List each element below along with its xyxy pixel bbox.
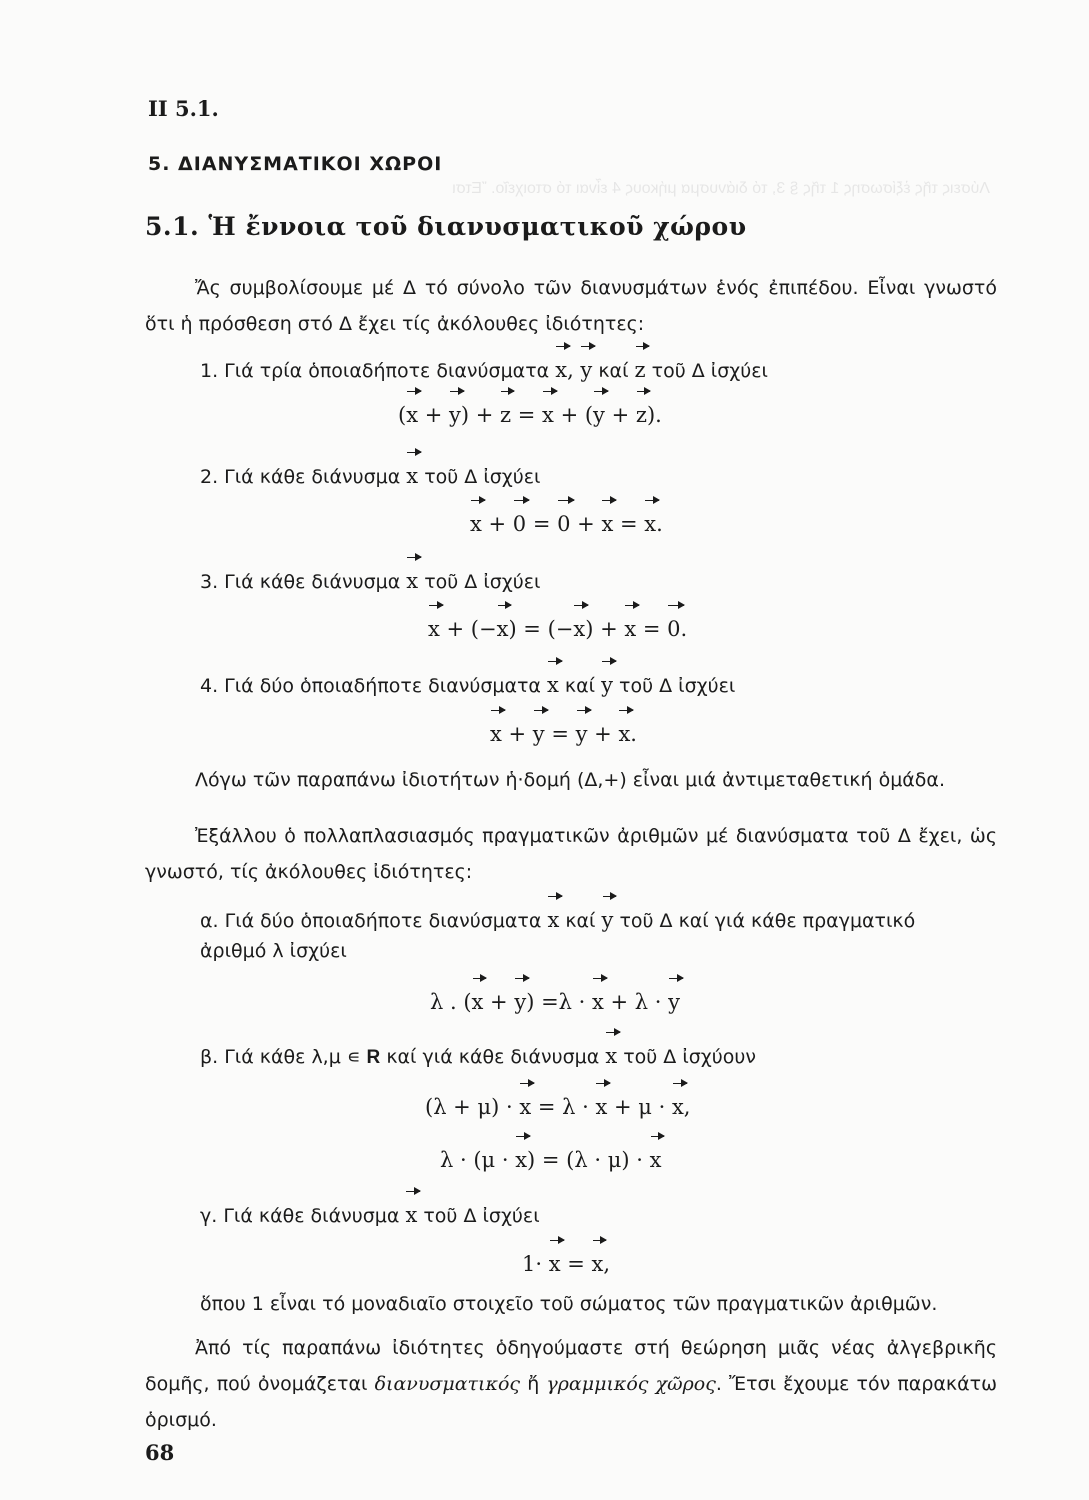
property-1-var: z — [634, 358, 646, 382]
scalar-a-line-2: ἀριθμό λ ἰσχύει — [200, 940, 347, 962]
property-4-conj: καί — [564, 675, 596, 697]
property-4-var-x: x — [547, 673, 559, 697]
property-3-label: 3. Γιά κάθε διάνυσμα — [200, 571, 401, 593]
property-2-formula: x + 0 = 0 + x = x. — [470, 512, 663, 536]
scalar-a-text-2: τοῦ Δ καί γιά κάθε πραγματικό — [619, 910, 916, 932]
property-2 — [200, 464, 540, 488]
scalar-intro — [145, 818, 997, 890]
section-title: 5.1. Ἡ ἔννοια τοῦ διανυσματικοῦ χώρου — [145, 212, 747, 241]
property-1-tail: τοῦ Δ ἰσχύει — [651, 360, 768, 382]
closing-text-1: Ἀπό τίς παραπάνω ἰδιότητες ὁδηγούμαστε στή θεώρηση μιᾶς νέας ἀλγεβρικῆς δομῆς, πού ὀνομάζεται — [145, 1337, 997, 1395]
property-4-tail: τοῦ Δ ἰσχύει — [619, 675, 736, 697]
property-1-formula: (x + y) + z = x + (y + z). — [398, 403, 662, 427]
scalar-a-var-y: y — [601, 908, 614, 932]
term-vector-space: διανυσματικός — [374, 1373, 521, 1395]
intro-paragraph — [145, 270, 997, 342]
show-through: Λύσεις τῆς ἐξίσωσης 1 τῆς § 3, τό διάνυσμα μήκους 4 εἶναι τό στοιχεῖο. Ἔτσι — [452, 180, 990, 197]
property-3-formula: x + (−x) = (−x) + x = 0. — [428, 617, 688, 641]
property-4 — [200, 673, 735, 697]
property-3-var: x — [406, 569, 419, 593]
scalar-a-text: α. Γιά δύο ὁποιαδήποτε διανύσματα — [200, 910, 542, 932]
scalar-c-text: γ. Γιά κάθε διάνυσμα — [200, 1205, 400, 1227]
unit-note: ὅπου 1 εἶναι τό μοναδιαῖο στοιχεῖο τοῦ σώματος τῶν πραγματικῶν ἀριθμῶν. — [200, 1293, 938, 1315]
group-note-text: Λόγω τῶν παραπάνω ἰδιοτήτων ἡ·δομή (Δ,+) εἶναι μιά ἀντιμεταθετική ὁμάδα. — [195, 769, 945, 791]
property-3 — [200, 569, 540, 593]
scalar-prop-a — [200, 908, 915, 932]
chapter-title: 5. ΔΙΑΝΥΣΜΑΤΙΚΟΙ ΧΩΡΟΙ — [148, 153, 443, 175]
scalar-b-var-x: x — [605, 1044, 618, 1068]
property-1: 1. Γιά τρία ὁποιαδήποτε διανύσματα x, y καί z τοῦ Δ ἰσχύει — [200, 358, 768, 382]
scalar-a-var-x: x — [547, 908, 560, 932]
property-2-label: 2. Γιά κάθε διάνυσμα — [200, 466, 401, 488]
scalar-b-formula-2: λ · (μ · x) = (λ · μ) · x — [440, 1148, 662, 1172]
closing-paragraph — [145, 1330, 997, 1438]
scalar-prop-b — [200, 1044, 756, 1069]
page-number: 68 — [145, 1440, 175, 1465]
property-3-tail: τοῦ Δ ἰσχύει — [424, 571, 541, 593]
scalar-a-formula: λ . (x + y) =λ · x + λ · y — [430, 990, 681, 1014]
scalar-prop-c — [200, 1203, 540, 1227]
property-2-var: x — [406, 464, 419, 488]
property-2-tail: τοῦ Δ ἰσχύει — [424, 466, 541, 488]
scalar-b-text-3: τοῦ Δ ἰσχύουν — [623, 1046, 757, 1068]
term-linear-space: γραμμικός χῶρος — [546, 1373, 716, 1395]
scalar-b-text-2: καί γιά κάθε διάνυσμα — [386, 1046, 600, 1068]
scalar-a-conj: καί — [565, 910, 596, 932]
running-header: II 5.1. — [148, 96, 219, 121]
property-4-formula: x + y = y + x. — [490, 722, 637, 746]
scalar-intro-text: Ἐξάλλου ὁ πολλαπλασιασμός πραγματικῶν ἀριθμῶν μέ διανύσματα τοῦ Δ ἔχει, ὡς γνωστό, τίς ἀκόλουθες ἰδιότητες: — [145, 825, 997, 883]
property-4-var-y: y — [601, 673, 613, 697]
group-note — [145, 762, 997, 798]
scalar-c-text-2: τοῦ Δ ἰσχύει — [423, 1205, 540, 1227]
property-1-label: 1. Γιά τρία ὁποιαδήποτε διανύσματα — [200, 360, 550, 382]
reals-symbol: R — [366, 1047, 381, 1068]
scalar-c-var-x: x — [405, 1203, 418, 1227]
property-1-conj: καί — [598, 360, 629, 382]
scalar-c-formula: 1· x = x, — [522, 1252, 611, 1276]
closing-text-2: . Ἔτσι ἔχουμε τόν παρακάτω ὁρισμό. — [145, 1373, 997, 1431]
intro-text: Ἄς συμβολίσουμε μέ Δ τό σύνολο τῶν διανυσμάτων ἑνός ἐπιπέδου. Εἶναι γνωστό ὅτι ἡ πρόσθεση στό Δ ἔχει τίς ἀκόλουθες ἰδιότητες: — [145, 277, 997, 335]
property-4-label: 4. Γιά δύο ὁποιαδήποτε διανύσματα — [200, 675, 541, 697]
scalar-b-text: β. Γιά κάθε λ,μ ∊ — [200, 1046, 361, 1068]
closing-or: ἤ — [527, 1373, 540, 1395]
scalar-b-formula-1: (λ + μ) · x = λ · x + μ · x, — [425, 1095, 691, 1119]
